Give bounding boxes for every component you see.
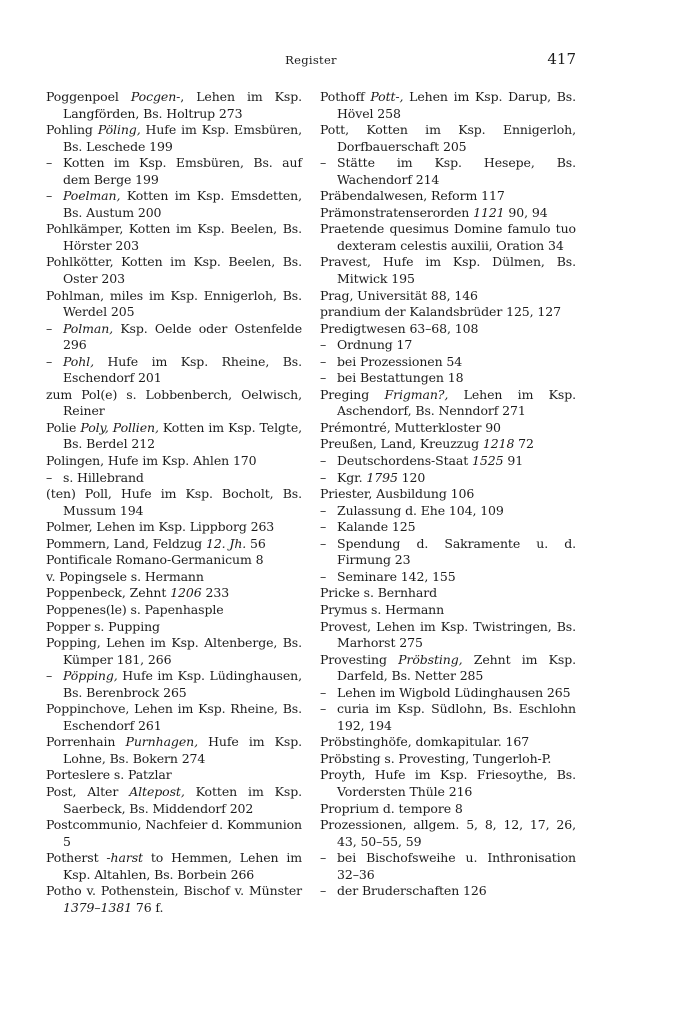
index-entry <box>320 188 576 205</box>
entry-italic-text: 1795 <box>366 469 398 485</box>
entry-text: (ten) Poll, Hufe im Ksp. Bocholt, Bs. Mussum 194 <box>46 486 302 518</box>
subentry-dash: – <box>46 320 53 336</box>
entry-text: Stätte im Ksp. Hesepe, Bs. Wachendorf 214 <box>337 155 576 187</box>
entry-text: Proyth, Hufe im Ksp. Friesoythe, Bs. Vordersten Thüle 216 <box>320 767 576 799</box>
index-entry <box>320 767 576 800</box>
subentry-dash: – <box>320 353 327 369</box>
index-entry <box>46 585 302 602</box>
subentry-dash: – <box>320 370 327 386</box>
entry-text: 72 <box>514 436 534 452</box>
entry-text: Prémontré, Mutterkloster 90 <box>320 419 501 435</box>
entry-text: Pohlkötter, Kotten im Ksp. Beelen, Bs. Oster 203 <box>46 254 302 287</box>
entry-text: Predigtwesen 63–68, 108 <box>320 320 479 336</box>
entry-italic-text: 1379–1381 <box>63 899 132 915</box>
entry-text: Spendung d. Sakramente u. d. Firmung 23 <box>337 535 576 568</box>
index-entry <box>46 221 302 254</box>
entry-text: Hufe im Ksp. Lohne, Bs. Bokern 274 <box>63 734 302 766</box>
index-entry <box>46 89 302 122</box>
index-entry <box>46 767 302 784</box>
subentry-dash: – <box>320 701 327 717</box>
index-entry <box>320 254 576 287</box>
entry-italic-text: 1525 <box>472 453 504 469</box>
entry-italic-text: Frigman?, <box>384 386 449 402</box>
subentry-dash: – <box>320 850 327 866</box>
subentry-dash: – <box>320 469 327 485</box>
index-subentry <box>46 155 302 188</box>
entry-text: Postcommunio, Nachfeier d. Kommunion 5 <box>46 817 302 849</box>
entry-text: Porrenhain <box>46 734 126 750</box>
entry-text: Polmer, Lehen im Ksp. Lippborg 263 <box>46 519 275 535</box>
index-entry <box>320 652 576 685</box>
index-entry <box>320 602 576 619</box>
entry-text: Pohling <box>46 122 98 138</box>
index-entry <box>320 817 576 850</box>
entry-text: Kalande 125 <box>337 519 416 535</box>
entry-text: Zulassung d. Ehe 104, 109 <box>337 502 504 518</box>
entry-text: Kgr. <box>337 469 367 485</box>
entry-text: bei Bestattungen 18 <box>337 370 464 386</box>
subentry-dash: – <box>320 502 327 518</box>
index-entry <box>46 850 302 883</box>
entry-text: Pohlkämper, Kotten im Ksp. Beelen, Bs. Hörster 203 <box>46 221 302 253</box>
index-entry <box>46 536 302 553</box>
entry-text: , Lehen im Ksp. Langförden, Bs. Holtrup 273 <box>63 89 303 121</box>
entry-italic-text: Purnhagen, <box>125 734 198 750</box>
entry-text: Pott, Kotten im Ksp. Ennigerloh, Dorfbauerschaft 205 <box>320 122 576 154</box>
index-subentry <box>320 536 576 569</box>
index-subentry <box>320 850 576 883</box>
entry-text: Poppenes(le) s. Papenhasple <box>46 601 224 617</box>
entry-text: bei Bischofsweihe u. Inthronisation 32–36 <box>337 850 576 882</box>
subentry-dash: – <box>320 684 327 700</box>
running-title: Register <box>285 53 337 67</box>
index-subentry <box>320 503 576 520</box>
index-entry <box>46 254 302 287</box>
entry-text: Lehen im Ksp. Aschendorf, Bs. Nenndorf 271 <box>337 386 577 419</box>
entry-text: Pontificale Romano-Germanicum 8 <box>46 552 264 568</box>
index-entry <box>320 304 576 321</box>
entry-text: prandium der Kalandsbrüder 125, 127 <box>320 304 561 320</box>
subentry-dash: – <box>320 519 327 535</box>
subentry-dash: – <box>46 469 53 485</box>
index-entry <box>320 122 576 155</box>
entry-text: Prymus s. Hermann <box>320 601 445 617</box>
subentry-dash: – <box>320 535 327 551</box>
index-subentry <box>320 337 576 354</box>
index-entry <box>320 585 576 602</box>
index-entry <box>320 801 576 818</box>
subentry-dash: – <box>46 668 53 684</box>
entry-text: curia im Ksp. Südlohn, Bs. Eschlohn 192, 194 <box>337 701 576 733</box>
entry-text: Pohlman, miles im Ksp. Ennigerloh, Bs. Werdel 205 <box>46 287 302 320</box>
index-entry <box>46 486 302 519</box>
entry-text: Poppenbeck, Zehnt <box>46 585 171 601</box>
index-subentry <box>320 569 576 586</box>
entry-italic-text: 1206 <box>170 585 202 601</box>
entry-text: Kotten im Ksp. Emsdetten, Bs. Austum 200 <box>63 188 302 220</box>
entry-text: Priester, Ausbildung 106 <box>320 486 475 502</box>
entry-text: Kotten im Ksp. Telgte, Bs. Berdel 212 <box>63 419 302 452</box>
entry-text: Ordnung 17 <box>337 337 413 353</box>
entry-text: Lehen im Ksp. Darup, Bs. Hövel 258 <box>337 89 576 121</box>
entry-italic-text: Pohl, <box>63 353 94 369</box>
entry-italic-text: Pröbsting, <box>398 651 463 667</box>
index-entry <box>46 635 302 668</box>
entry-text: Pommern, Land, Feldzug <box>46 535 206 551</box>
entry-text: 91 <box>503 453 524 469</box>
entry-text: Poggenpoel <box>46 89 131 104</box>
entry-text: Zehnt im Ksp. Darfeld, Bs. Netter 285 <box>337 651 577 684</box>
index-entry <box>320 288 576 305</box>
entry-text: 233 <box>201 585 230 601</box>
entry-text: to Hemmen, Lehen im Ksp. Altahlen, Bs. Borbein 266 <box>63 850 302 882</box>
left-column <box>46 89 302 916</box>
entry-text: Kotten im Ksp. Emsbüren, Bs. auf dem Berge 199 <box>63 155 302 187</box>
index-entry <box>320 751 576 768</box>
entry-text: 76 f. <box>131 899 164 915</box>
index-entry <box>46 420 302 453</box>
index-entry <box>46 122 302 155</box>
entry-text: bei Prozessionen 54 <box>337 353 463 369</box>
index-entry <box>46 453 302 470</box>
subentry-dash: – <box>46 188 53 204</box>
entry-text: Pravest, Hufe im Ksp. Dülmen, Bs. Mitwick 195 <box>320 254 576 287</box>
entry-text: Popping, Lehen im Ksp. Altenberge, Bs. Kümper 181, 266 <box>46 635 302 667</box>
index-entry <box>46 619 302 636</box>
index-entry <box>46 552 302 569</box>
entry-italic-text: Pöling, <box>97 122 141 138</box>
subentry-dash: – <box>46 155 53 171</box>
subentry-dash: – <box>320 568 327 584</box>
entry-italic-text: -harst <box>106 850 143 866</box>
index-entry <box>320 734 576 751</box>
index-columns <box>46 89 576 916</box>
entry-text: zum Pol(e) s. Lobbenberch, Oelwisch, Reiner <box>46 386 302 419</box>
index-subentry <box>320 883 576 900</box>
subentry-dash: – <box>320 883 327 899</box>
entry-text: Polingen, Hufe im Ksp. Ahlen 170 <box>46 453 257 469</box>
entry-text: Poppinchove, Lehen im Ksp. Rheine, Bs. Eschendorf 261 <box>46 701 302 733</box>
index-entry <box>46 569 302 586</box>
entry-text: Deutschordens-Staat <box>337 453 473 469</box>
entry-text: Post, Alter <box>46 783 130 799</box>
entry-text: Popper s. Pupping <box>46 618 160 634</box>
index-subentry <box>320 470 576 487</box>
index-subentry <box>320 354 576 371</box>
entry-text: Preußen, Land, Kreuzzug <box>320 436 483 452</box>
index-entry <box>320 387 576 420</box>
entry-text: Potherst <box>46 850 107 866</box>
index-entry <box>46 883 302 916</box>
subentry-dash: – <box>320 155 327 171</box>
index-subentry <box>320 155 576 188</box>
index-entry <box>46 817 302 850</box>
entry-text: Pröbstinghöfe, domkapitular. 167 <box>320 734 530 750</box>
entry-text: Praetende quesimus Domine famulo tuo dexteram celestis auxilii, Oration 34 <box>320 221 576 253</box>
index-subentry <box>46 188 302 221</box>
entry-text: v. Popingsele s. Hermann <box>46 568 204 584</box>
entry-italic-text: Polman, <box>63 320 114 336</box>
entry-italic-text: Poelman, <box>63 188 121 204</box>
index-entry <box>46 784 302 817</box>
index-entry <box>320 205 576 222</box>
right-column <box>320 89 576 916</box>
page-number: 417 <box>547 50 576 68</box>
entry-text: Pothoff <box>320 89 371 104</box>
index-subentry <box>46 470 302 487</box>
index-subentry <box>320 370 576 387</box>
entry-italic-text: 1121 <box>473 204 505 220</box>
index-entry <box>46 387 302 420</box>
index-subentry <box>320 685 576 702</box>
entry-italic-text: 1218 <box>482 436 515 452</box>
entry-italic-text: Poly, Pollien, <box>80 419 159 435</box>
entry-text: Seminare 142, 155 <box>337 568 456 584</box>
subentry-dash: – <box>46 353 53 369</box>
entry-text: Potho v. Pothenstein, Bischof v. Münster <box>46 883 302 899</box>
entry-text: 120 <box>397 469 426 485</box>
index-entry <box>320 420 576 437</box>
entry-text: Lehen im Wigbold Lüdinghausen 265 <box>337 684 571 700</box>
index-entry <box>46 602 302 619</box>
entry-text: Provesting <box>320 651 399 667</box>
entry-text: Ksp. Oelde oder Ostenfelde 296 <box>63 320 302 353</box>
subentry-dash: – <box>320 453 327 469</box>
entry-text: s. Hillebrand <box>63 469 144 485</box>
index-entry <box>320 486 576 503</box>
index-subentry <box>320 453 576 470</box>
index-subentry <box>320 519 576 536</box>
entry-italic-text: Altepost, <box>129 783 185 799</box>
entry-italic-text: 12. Jh. <box>205 535 247 551</box>
index-subentry <box>46 354 302 387</box>
page-header <box>46 50 576 74</box>
index-subentry <box>320 701 576 734</box>
entry-text: Polie <box>46 419 81 435</box>
entry-text: Prozessionen, allgem. 5, 8, 12, 17, 26, 43, 50–55, 59 <box>320 817 576 849</box>
entry-text: Prämonstratenserorden <box>320 204 474 220</box>
index-entry <box>46 288 302 321</box>
subentry-dash: – <box>320 337 327 353</box>
index-entry <box>320 619 576 652</box>
index-entry <box>320 89 576 122</box>
entry-text: Porteslere s. Patzlar <box>46 767 172 783</box>
entry-text: Präbendalwesen, Reform 117 <box>320 188 505 204</box>
entry-italic-text: Pöpping, <box>63 668 118 684</box>
index-entry <box>46 734 302 767</box>
entry-text: Provest, Lehen im Ksp. Twistringen, Bs. Marhorst 275 <box>320 618 576 651</box>
index-entry <box>46 519 302 536</box>
index-entry <box>46 701 302 734</box>
entry-text: 90, 94 <box>504 204 548 220</box>
index-entry <box>320 221 576 254</box>
entry-italic-text: Pott-, <box>370 89 404 104</box>
index-entry <box>320 321 576 338</box>
entry-text: der Bruderschaften 126 <box>337 883 487 899</box>
entry-italic-text: Pocgen- <box>130 89 181 104</box>
entry-text: Proprium d. tempore 8 <box>320 800 463 816</box>
entry-text: 56 <box>246 535 266 551</box>
index-entry <box>320 436 576 453</box>
entry-text: Pricke s. Bernhard <box>320 585 437 601</box>
index-subentry <box>46 321 302 354</box>
entry-text: Prag, Universität 88, 146 <box>320 287 478 303</box>
entry-text: Preging <box>320 386 385 402</box>
entry-text: Kotten im Ksp. Saerbeck, Bs. Middendorf 202 <box>63 783 302 816</box>
index-subentry <box>46 668 302 701</box>
entry-text: Hufe im Ksp. Lüdinghausen, Bs. Berenbrock 265 <box>63 668 302 700</box>
entry-text: Pröbsting s. Provesting, Tungerloh-P. <box>320 750 552 766</box>
entry-text: Hufe im Ksp. Rheine, Bs. Eschendorf 201 <box>63 353 302 386</box>
entry-text: Hufe im Ksp. Emsbüren, Bs. Leschede 199 <box>63 122 302 154</box>
